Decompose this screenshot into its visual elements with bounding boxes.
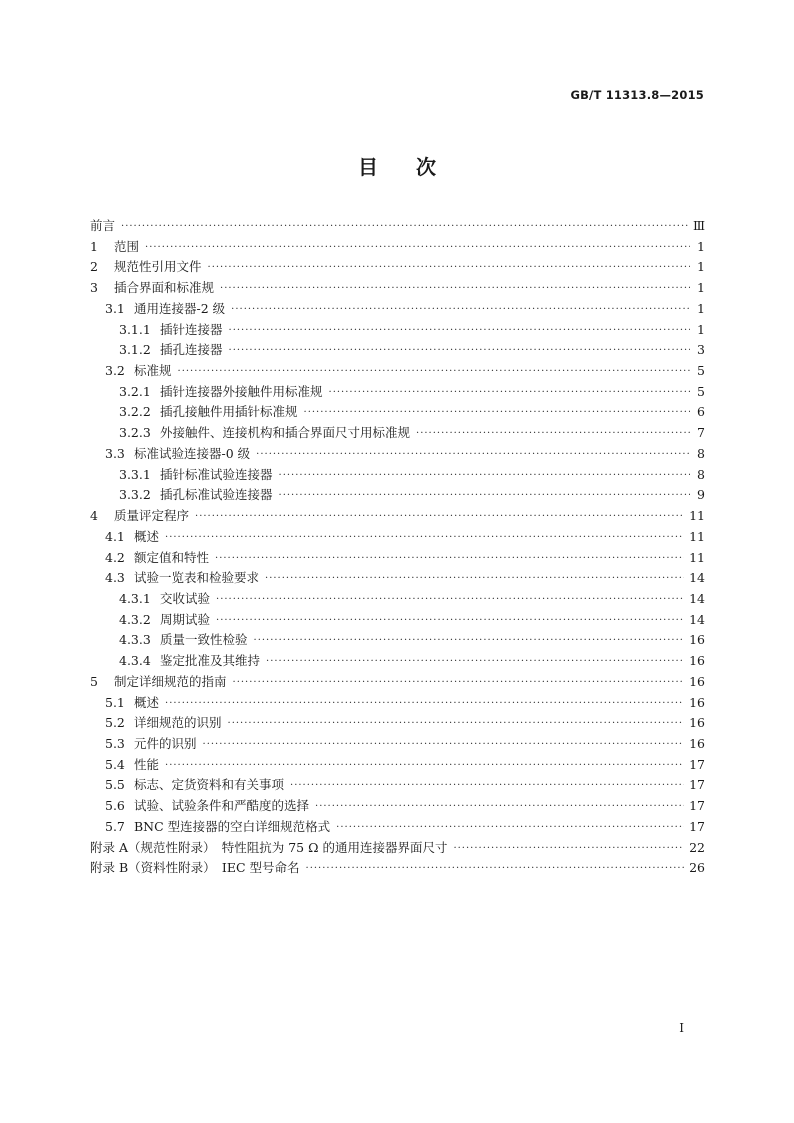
toc-entry-page: 1 xyxy=(697,259,705,275)
toc-entry-number: 1 xyxy=(90,238,98,254)
toc-entry-page: 14 xyxy=(689,570,705,586)
toc-entry-number: 3.3.2 xyxy=(119,487,151,503)
dot-leader xyxy=(336,818,684,839)
toc-entry[interactable] xyxy=(90,506,705,527)
toc-entry-label: 范围 xyxy=(114,238,140,254)
toc-entry[interactable] xyxy=(90,858,705,879)
toc-entry-page: 8 xyxy=(697,466,705,482)
dot-leader xyxy=(290,776,684,797)
toc-entry[interactable] xyxy=(90,610,705,631)
toc-entry-page: 16 xyxy=(689,735,705,751)
toc-entry[interactable] xyxy=(90,444,705,465)
toc-entry-label: 鉴定批准及其维持 xyxy=(160,653,261,669)
toc-entry[interactable] xyxy=(90,361,705,382)
toc-entry-number: 5.4 xyxy=(105,756,125,772)
toc-entry-page: 16 xyxy=(689,694,705,710)
toc-entry-number: 4.2 xyxy=(105,549,125,565)
dot-leader xyxy=(304,403,690,424)
dot-leader xyxy=(165,756,684,777)
dot-leader xyxy=(216,611,684,632)
toc-entry-label: 质量一致性检验 xyxy=(160,632,248,648)
toc-entry-label: 插针连接器外接触件用标准规 xyxy=(160,383,323,399)
dot-leader xyxy=(329,383,690,404)
toc-entry-page: 9 xyxy=(697,487,705,503)
toc-entry-page: 11 xyxy=(689,508,705,524)
toc-entry-number: 4.3.2 xyxy=(119,611,151,627)
toc-entry-label: 详细规范的识别 xyxy=(134,715,222,731)
toc-entry[interactable] xyxy=(90,237,705,258)
toc-entry-number: 3.2.2 xyxy=(119,404,151,420)
toc-entry-page: 16 xyxy=(689,715,705,731)
dot-leader xyxy=(315,797,684,818)
toc-entry-label: 周期试验 xyxy=(160,611,211,627)
toc-entry-number: 2 xyxy=(90,259,98,275)
dot-leader xyxy=(266,652,684,673)
toc-entry-page: 5 xyxy=(697,383,705,399)
toc-entry-label: 性能 xyxy=(134,756,160,772)
toc-entry-label: 试验一览表和检验要求 xyxy=(134,570,260,586)
toc-entry-label: 插针标准试验连接器 xyxy=(160,466,273,482)
dot-leader xyxy=(208,258,690,279)
dot-leader xyxy=(306,859,685,880)
toc-entry-label: 标准规 xyxy=(134,363,172,379)
toc-entry-number: 5.1 xyxy=(105,694,125,710)
dot-leader xyxy=(203,735,685,756)
toc-entry-page: 8 xyxy=(697,445,705,461)
toc-entry-label: 附录 B（资料性附录） IEC 型号命名 xyxy=(90,860,300,876)
toc-entry-label: BNC 型连接器的空白详细规范格式 xyxy=(134,818,331,834)
toc-entry-number: 5.2 xyxy=(105,715,125,731)
toc-entry-page: 17 xyxy=(689,818,705,834)
toc-entry-number: 4.3.4 xyxy=(119,653,151,669)
toc-entry-number: 3.3 xyxy=(105,445,125,461)
toc-entry-number: 3.1 xyxy=(105,300,125,316)
toc-entry[interactable] xyxy=(90,320,705,341)
toc-entry-number: 4.3.3 xyxy=(119,632,151,648)
toc-entry-label: 插合界面和标准规 xyxy=(114,280,215,296)
title-char-1: 目 xyxy=(358,155,378,179)
toc-entry-page: 22 xyxy=(689,839,705,855)
toc-entry-number: 4 xyxy=(90,508,98,524)
dot-leader xyxy=(453,839,684,860)
toc-entry-page: 14 xyxy=(689,590,705,606)
toc-entry-label: 插孔标准试验连接器 xyxy=(160,487,273,503)
toc-entry-label: 外接触件、连接机构和插合界面尺寸用标准规 xyxy=(160,425,411,441)
toc-entry[interactable] xyxy=(90,713,705,734)
toc-entry-label: 试验、试验条件和严酷度的选择 xyxy=(134,798,310,814)
toc-entry-label: 规范性引用文件 xyxy=(114,259,202,275)
standard-code: GB/T 11313.8—2015 xyxy=(570,88,704,102)
toc-entry-label: 前言 xyxy=(90,218,116,233)
dot-leader xyxy=(121,217,688,238)
dot-leader xyxy=(145,238,690,259)
toc-entry[interactable] xyxy=(90,693,705,714)
dot-leader xyxy=(165,528,684,549)
dot-leader xyxy=(228,714,685,735)
toc-entry-page: 1 xyxy=(697,280,705,296)
toc-entry[interactable] xyxy=(90,299,705,320)
toc-entry[interactable] xyxy=(90,423,705,444)
dot-leader xyxy=(216,590,684,611)
toc-entry[interactable] xyxy=(90,838,705,859)
toc-entry[interactable] xyxy=(90,548,705,569)
toc-entry-label: 质量评定程序 xyxy=(114,508,190,524)
toc-entry-page: 1 xyxy=(697,300,705,316)
toc-entry-page: Ⅲ xyxy=(692,218,705,233)
toc-entry-label: 标准试验连接器-0 级 xyxy=(134,445,251,461)
toc-entry-label: 概述 xyxy=(134,528,160,544)
table-of-contents xyxy=(90,216,705,879)
toc-entry-page: 16 xyxy=(689,653,705,669)
dot-leader xyxy=(233,673,685,694)
title-char-2: 次 xyxy=(416,155,436,179)
toc-entry-page: 1 xyxy=(697,238,705,254)
dot-leader xyxy=(220,279,690,300)
dot-leader xyxy=(195,507,684,528)
toc-entry-label: 标志、定货资料和有关事项 xyxy=(134,777,285,793)
toc-entry-page: 17 xyxy=(689,798,705,814)
dot-leader xyxy=(231,300,690,321)
toc-entry-page: 1 xyxy=(697,321,705,337)
dot-leader xyxy=(254,631,685,652)
toc-entry-number: 5.3 xyxy=(105,735,125,751)
toc-entry-number: 3.2.3 xyxy=(119,425,151,441)
toc-entry[interactable] xyxy=(90,796,705,817)
toc-entry-number: 4.3.1 xyxy=(119,590,151,606)
page-number: I xyxy=(679,1021,684,1035)
dot-leader xyxy=(416,424,690,445)
toc-entry-page: 17 xyxy=(689,756,705,772)
toc-entry[interactable] xyxy=(90,465,705,486)
toc-entry-label: 插孔接触件用插针标准规 xyxy=(160,404,298,420)
toc-entry-label: 交收试验 xyxy=(160,590,211,606)
dot-leader xyxy=(279,466,690,487)
toc-entry-number: 3.1.2 xyxy=(119,342,151,358)
toc-entry-number: 3.1.1 xyxy=(119,321,151,337)
toc-entry[interactable] xyxy=(90,340,705,361)
toc-entry-number: 4.3 xyxy=(105,570,125,586)
toc-entry-label: 概述 xyxy=(134,694,160,710)
toc-entry-label: 通用连接器-2 级 xyxy=(134,300,226,316)
toc-entry-label: 附录 A（规范性附录） 特性阻抗为 75 Ω 的通用连接器界面尺寸 xyxy=(90,839,448,855)
toc-entry[interactable] xyxy=(90,402,705,423)
toc-entry-page: 11 xyxy=(689,528,705,544)
toc-entry-page: 7 xyxy=(697,425,705,441)
toc-entry-number: 5.7 xyxy=(105,818,125,834)
toc-entry-number: 5 xyxy=(90,673,98,689)
toc-entry-number: 3 xyxy=(90,280,98,296)
toc-entry[interactable] xyxy=(90,817,705,838)
toc-entry-page: 6 xyxy=(697,404,705,420)
toc-entry[interactable] xyxy=(90,755,705,776)
toc-entry-number: 3.2 xyxy=(105,363,125,379)
toc-entry-label: 制定详细规范的指南 xyxy=(114,673,227,689)
toc-entry-page: 5 xyxy=(697,363,705,379)
toc-entry-page: 16 xyxy=(689,673,705,689)
dot-leader xyxy=(279,486,690,507)
toc-entry[interactable] xyxy=(90,651,705,672)
page-title xyxy=(0,151,794,180)
dot-leader xyxy=(229,321,690,342)
toc-entry-number: 5.6 xyxy=(105,798,125,814)
toc-entry-label: 插孔连接器 xyxy=(160,342,223,358)
toc-entry-page: 17 xyxy=(689,777,705,793)
toc-entry-page: 11 xyxy=(689,549,705,565)
toc-entry[interactable] xyxy=(90,672,705,693)
dot-leader xyxy=(265,569,684,590)
toc-entry[interactable] xyxy=(90,630,705,651)
toc-entry-page: 14 xyxy=(689,611,705,627)
toc-entry[interactable] xyxy=(90,216,705,237)
toc-entry-label: 额定值和特性 xyxy=(134,549,210,565)
dot-leader xyxy=(178,362,690,383)
toc-entry-page: 16 xyxy=(689,632,705,648)
dot-leader xyxy=(215,549,684,570)
dot-leader xyxy=(165,694,684,715)
toc-entry[interactable] xyxy=(90,485,705,506)
toc-entry-page: 3 xyxy=(697,342,705,358)
toc-entry-number: 3.2.1 xyxy=(119,383,151,399)
toc-entry-label: 插针连接器 xyxy=(160,321,223,337)
toc-entry-label: 元件的识别 xyxy=(134,735,197,751)
toc-entry[interactable] xyxy=(90,278,705,299)
toc-entry-page: 26 xyxy=(689,860,705,876)
toc-entry[interactable] xyxy=(90,589,705,610)
toc-entry-number: 4.1 xyxy=(105,528,125,544)
toc-entry[interactable] xyxy=(90,382,705,403)
toc-entry-number: 5.5 xyxy=(105,777,125,793)
toc-entry[interactable] xyxy=(90,734,705,755)
toc-entry[interactable] xyxy=(90,568,705,589)
toc-entry[interactable] xyxy=(90,775,705,796)
toc-entry[interactable] xyxy=(90,527,705,548)
toc-entry[interactable] xyxy=(90,257,705,278)
dot-leader xyxy=(256,445,690,466)
dot-leader xyxy=(229,341,690,362)
toc-entry-number: 3.3.1 xyxy=(119,466,151,482)
